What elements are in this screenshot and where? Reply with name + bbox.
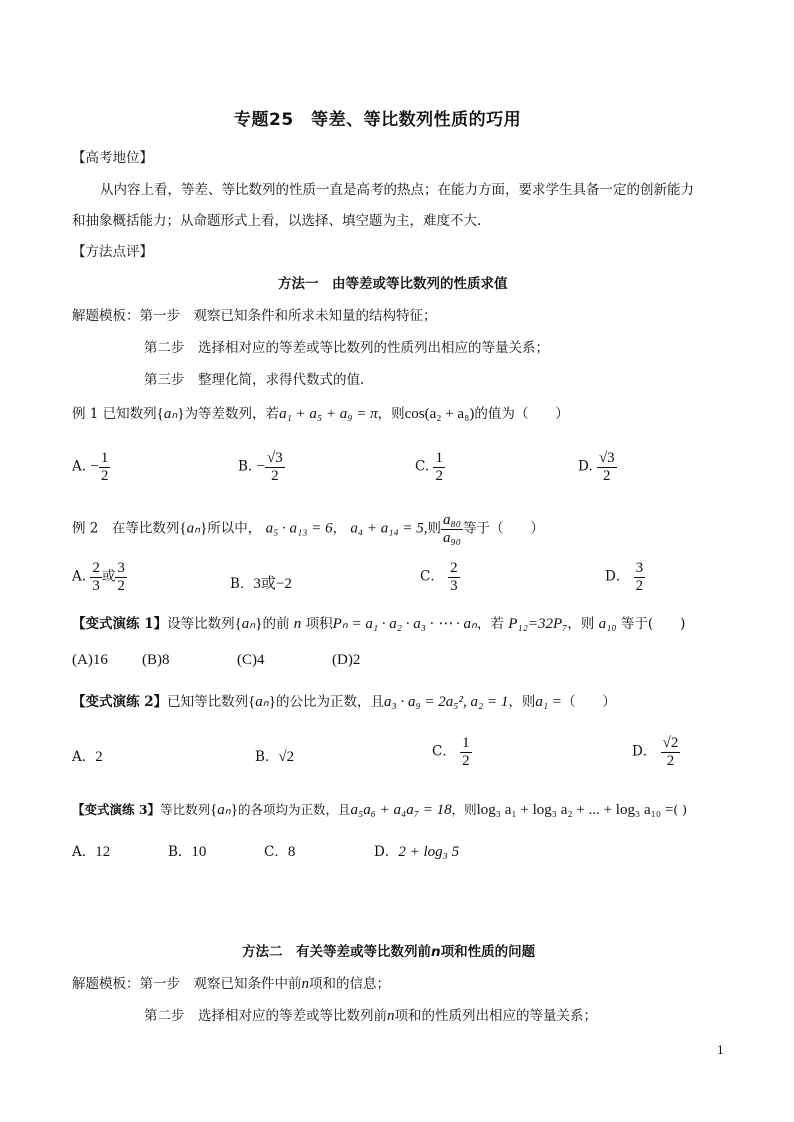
fraction xyxy=(115,560,127,594)
denominator: 2 xyxy=(462,752,470,769)
text: ，则 xyxy=(508,694,536,710)
option-label: C． xyxy=(264,844,288,860)
text: ( ) xyxy=(673,802,688,817)
text: 项积 xyxy=(305,616,333,632)
variant1-option-a: (A)16 xyxy=(72,652,108,668)
example2-option-b xyxy=(230,572,292,593)
example1-option-d xyxy=(578,450,617,484)
method1-heading: 方法一 由等差或等比数列的性质求值 xyxy=(278,276,508,292)
option-label: B． xyxy=(168,844,192,860)
option-value: 2 xyxy=(95,749,103,765)
variant1-condition: P₁₂=32P₇ xyxy=(508,616,568,632)
section-heading-gaokao: 【高考地位】 xyxy=(72,150,153,166)
option-label: A． xyxy=(72,749,96,765)
variant2-option-b xyxy=(255,745,294,766)
text: ，则 xyxy=(451,802,477,817)
fraction xyxy=(433,450,445,484)
variant2-option-d xyxy=(632,735,680,769)
denominator: 2 xyxy=(661,752,681,770)
template1-step3: 第三步 整理化简，求得代数式的值. xyxy=(144,372,365,388)
fraction xyxy=(90,560,102,594)
variant3-option-b xyxy=(168,840,206,861)
example1-prefix: 例 1 已知数列 xyxy=(72,406,157,422)
sequence-an: {aₙ} xyxy=(156,406,185,422)
variant3-expression: log₃ a₁ + log₃ a₂ + ... + log₃ a₁₀ = xyxy=(476,802,674,818)
text: 的各项均为正数，且 xyxy=(237,802,351,817)
variant3-condition: a₅a₆ + a₄a₇ = 18 xyxy=(350,802,452,818)
heading-part: 方法二 有关等差或等比数列前 xyxy=(242,944,431,960)
variant1-question xyxy=(72,612,685,633)
variant1-option-b: (B)8 xyxy=(142,652,170,668)
variant1-option-d: (D)2 xyxy=(332,652,361,668)
numerator: √3 xyxy=(266,450,283,466)
text: 第二步 选择相对应的等差或等比数列前 xyxy=(144,1008,387,1024)
option-label: A. xyxy=(72,458,87,475)
text: 解题模板：第一步 观察已知条件中前 xyxy=(72,976,302,992)
minus-sign: − xyxy=(256,458,265,475)
option-label: D． xyxy=(605,568,630,585)
option-label: D． xyxy=(632,743,657,760)
template2-step1 xyxy=(72,972,390,993)
variant2-option-a xyxy=(72,745,103,766)
fraction xyxy=(448,560,460,594)
intro-paragraph-line1: 从内容上看，等差、等比数列的性质一直是高考的热点；在能力方面，要求学生具备一定的创新能力 xyxy=(100,182,694,198)
fraction xyxy=(265,450,285,484)
heading-part: 项和性质的问题 xyxy=(440,944,536,960)
example2-ratio xyxy=(441,512,463,546)
intro-paragraph-line2: 和抽象概括能力；从命题形式上看，以选择、填空题为主，难度不大. xyxy=(72,213,482,229)
page-number: 1 xyxy=(717,1044,724,1057)
denominator: 3 xyxy=(450,577,458,594)
option-label: A． xyxy=(72,844,96,860)
option-label: B. xyxy=(238,458,253,475)
variant3-label: 【变式演练 3】 xyxy=(72,802,161,817)
example1-expression: cos(a₂ + a₈) xyxy=(404,406,475,422)
denominator: 2 xyxy=(435,467,443,484)
text: 等于( ) xyxy=(620,616,686,632)
variant3-option-c xyxy=(264,840,295,861)
text: （ ） xyxy=(561,694,616,710)
example1-condition: a₁ + a₅ + a₉ = π xyxy=(279,406,378,422)
numerator: 2 xyxy=(450,560,458,576)
variable-n: n xyxy=(293,616,302,632)
denominator: a₉₀ xyxy=(443,529,461,546)
text: ，若 xyxy=(476,616,504,632)
text: 项和的性质列出相应的等量关系； xyxy=(394,1008,597,1024)
numerator: √3 xyxy=(598,450,615,466)
variable-n: n xyxy=(301,976,309,992)
variant3-option-d xyxy=(374,840,459,861)
method2-heading xyxy=(242,940,535,960)
page-title: 专题25 等差、等比数列性质的巧用 xyxy=(234,110,522,130)
example2-condition1: a₅ · a₁₃ = 6 xyxy=(265,520,333,537)
variant1-label: 【变式演练 1】 xyxy=(72,616,168,632)
text: 设等比数列 xyxy=(167,616,235,632)
numerator: 1 xyxy=(100,450,109,466)
example2-option-d xyxy=(605,560,645,594)
option-value: 12 xyxy=(95,844,111,860)
option-label: B． xyxy=(255,749,279,765)
variant2-option-c xyxy=(432,735,472,769)
example1-option-b xyxy=(238,450,285,484)
variant2-question xyxy=(72,690,616,711)
template2-step2 xyxy=(144,1004,597,1025)
example2-condition2: a₄ + a₁₄ = 5, xyxy=(350,520,428,537)
example2-suffix: 等于（ ） xyxy=(462,520,544,537)
example1-option-a xyxy=(72,450,110,484)
option-value: 10 xyxy=(191,844,207,860)
text: 等比数列 xyxy=(160,802,211,817)
or-word: 或 xyxy=(101,568,116,585)
fraction xyxy=(634,560,646,594)
option-label: A. xyxy=(72,568,87,585)
minus-sign: − xyxy=(90,458,99,475)
sequence-an: {aₙ} xyxy=(234,616,263,632)
fraction xyxy=(597,450,617,484)
numerator: √2 xyxy=(662,735,679,751)
text: 项和的信息； xyxy=(309,976,390,992)
numerator: 1 xyxy=(462,735,470,751)
variant2-condition: a₃ · a₉ = 2a₅², a₂ = 1 xyxy=(383,694,509,710)
example2-then: 则 xyxy=(427,520,442,537)
example1-question xyxy=(72,402,569,423)
example1-mid: 为等差数列，若 xyxy=(184,406,280,422)
denominator: 2 xyxy=(597,467,617,485)
variant2-label: 【变式演练 2】 xyxy=(72,694,168,710)
variable-n: n xyxy=(387,1008,395,1024)
example2-option-c xyxy=(420,560,460,594)
example1-suffix: 的值为（ ） xyxy=(474,406,569,422)
text: 已知等比数列 xyxy=(167,694,249,710)
variant1-target: a₁₀ xyxy=(598,616,617,632)
section-heading-method: 【方法点评】 xyxy=(72,244,153,260)
denominator: 2 xyxy=(100,467,109,484)
variant1-options xyxy=(72,652,392,669)
fraction xyxy=(661,735,681,769)
denominator: 3 xyxy=(92,577,100,594)
variant3-option-a xyxy=(72,840,110,861)
option-value: 3或−2 xyxy=(253,576,292,592)
denominator: 2 xyxy=(117,577,125,594)
option-label: C． xyxy=(432,743,456,760)
text: 的公比为正数，且 xyxy=(275,694,384,710)
numerator: 2 xyxy=(92,560,100,576)
numerator: 3 xyxy=(117,560,125,576)
example1-then: ，则 xyxy=(377,406,405,422)
example1-option-c xyxy=(415,450,445,484)
option-label: B． xyxy=(230,576,254,592)
text: ，则 xyxy=(567,616,595,632)
option-label: C. xyxy=(415,458,430,475)
example2-option-a xyxy=(72,560,127,594)
example2-question xyxy=(72,512,544,546)
template1-step1: 解题模板：第一步 观察已知条件和所求未知量的结构特征； xyxy=(72,308,437,324)
numerator: 3 xyxy=(635,560,644,576)
example2-mid: 所以中， xyxy=(207,520,262,537)
option-label: D. xyxy=(578,458,593,475)
variant3-question xyxy=(72,800,687,819)
denominator: 2 xyxy=(635,577,644,594)
fraction xyxy=(99,450,111,484)
separator: ， xyxy=(332,520,347,537)
option-label: D． xyxy=(374,844,399,860)
numerator: 1 xyxy=(435,450,443,466)
numerator: a₈₀ xyxy=(443,512,461,528)
text: 的前 xyxy=(262,616,290,632)
option-value: √2 xyxy=(278,749,295,765)
variable-n: n xyxy=(431,944,441,960)
fraction xyxy=(460,735,472,769)
denominator: 2 xyxy=(265,467,285,485)
option-value: 2 + log₃ 5 xyxy=(398,844,460,860)
example2-prefix: 例 2 在等比数列 xyxy=(72,520,180,537)
variant1-option-c: (C)4 xyxy=(237,652,265,668)
option-value: 8 xyxy=(287,844,296,860)
option-label: C． xyxy=(420,568,444,585)
template1-step2: 第二步 选择相对应的等差或等比数列的性质列出相应的等量关系； xyxy=(144,340,549,356)
sequence-an: {aₙ} xyxy=(179,520,208,537)
variant1-product: Pₙ = a₁ · a₂ · a₃ · ⋯ · aₙ xyxy=(332,616,477,632)
variant2-target: a₁ = xyxy=(535,694,562,710)
sequence-an: {aₙ} xyxy=(248,694,276,710)
sequence-an: {aₙ} xyxy=(210,802,238,818)
